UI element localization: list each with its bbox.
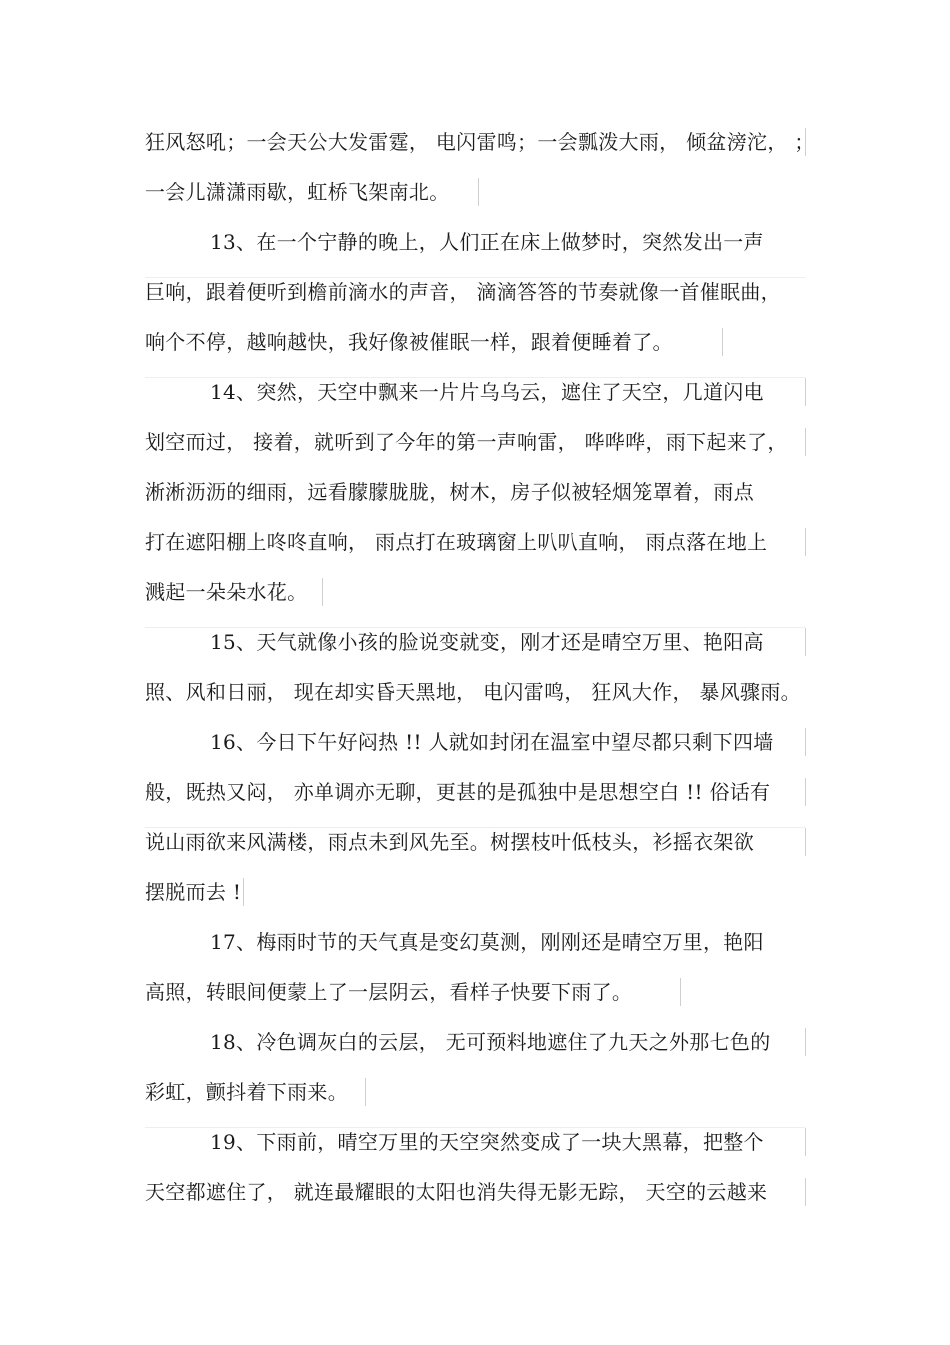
text-line: 巨响，跟着便听到檐前滴水的声音， 滴滴答答的节奏就像一首催眠曲， bbox=[145, 280, 781, 304]
text-line: 淅淅沥沥的细雨，远看朦朦胧胧，树木，房子似被轻烟笼罩着，雨点 bbox=[145, 480, 754, 504]
scan-bar bbox=[805, 1178, 806, 1206]
paragraph-start-13: 13、在一个宁静的晚上，人们正在床上做梦时，突然发出一声 bbox=[210, 230, 764, 254]
text-line: 照、风和日丽， 现在却实昏天黑地， 电闪雷鸣， 狂风大作， 暴风骤雨。 bbox=[145, 680, 801, 704]
scan-bar bbox=[805, 1028, 806, 1056]
scan-bar bbox=[805, 728, 806, 756]
paragraph-start-14: 14、突然，天空中飘来一片片乌乌云，遮住了天空，几道闪电 bbox=[210, 380, 764, 404]
scan-bar bbox=[722, 328, 723, 356]
scan-bar bbox=[365, 1078, 366, 1106]
scan-bar bbox=[805, 1128, 806, 1156]
scan-bar bbox=[478, 178, 479, 206]
scan-bar bbox=[805, 528, 806, 556]
paragraph-start-19: 19、下雨前，晴空万里的天空突然变成了一块大黑幕，把整个 bbox=[210, 1130, 764, 1154]
paragraph-start-17: 17、梅雨时节的天气真是变幻莫测，刚刚还是晴空万里，艳阳 bbox=[210, 930, 764, 954]
text-line: 高照，转眼间便蒙上了一层阴云，看样子快要下雨了。 bbox=[145, 980, 633, 1004]
scan-bar bbox=[805, 828, 806, 856]
scan-bar bbox=[805, 428, 806, 456]
text-line: 天空都遮住了， 就连最耀眼的太阳也消失得无影无踪， 天空的云越来 bbox=[145, 1180, 768, 1204]
text-line: 彩虹，颤抖着下雨来。 bbox=[145, 1080, 348, 1104]
text-line: 一会儿潇潇雨歇，虹桥飞架南北。 bbox=[145, 180, 450, 204]
paragraph-start-15: 15、天气就像小孩的脸说变就变，刚才还是晴空万里、艳阳高 bbox=[210, 630, 764, 654]
text-line: 打在遮阳棚上咚咚直响， 雨点打在玻璃窗上叭叭直响， 雨点落在地上 bbox=[145, 530, 768, 554]
text-line: 响个不停，越响越快，我好像被催眠一样，跟着便睡着了。 bbox=[145, 330, 673, 354]
scan-bar bbox=[680, 978, 681, 1006]
text-line: 说山雨欲来风满楼，雨点未到风先至。树摆枝叶低枝头，衫摇衣架欲 bbox=[145, 830, 754, 854]
scan-bar bbox=[805, 378, 806, 406]
text-line: 狂风怒吼；一会天公大发雷霆， 电闪雷鸣；一会瓢泼大雨， 倾盆滂沱， ； bbox=[145, 130, 815, 154]
text-line: 摆脱而去 ! bbox=[145, 880, 242, 904]
scan-bar bbox=[322, 578, 323, 606]
scan-bar bbox=[805, 778, 806, 806]
paragraph-start-16: 16、今日下午好闷热 !! 人就如封闭在温室中望尽都只剩下四墙 bbox=[210, 730, 774, 754]
scan-bar bbox=[805, 628, 806, 656]
text-line: 般，既热又闷， 亦单调亦无聊，更甚的是孤独中是思想空白 !! 俗话有 bbox=[145, 780, 771, 804]
text-line: 溅起一朵朵水花。 bbox=[145, 580, 308, 604]
paragraph-start-18: 18、冷色调灰白的云层， 无可预料地遮住了九天之外那七色的 bbox=[210, 1030, 771, 1054]
text-line: 划空而过， 接着，就听到了今年的第一声响雷， 哗哗哗，雨下起来了， bbox=[145, 430, 788, 454]
scan-bar bbox=[243, 878, 244, 906]
